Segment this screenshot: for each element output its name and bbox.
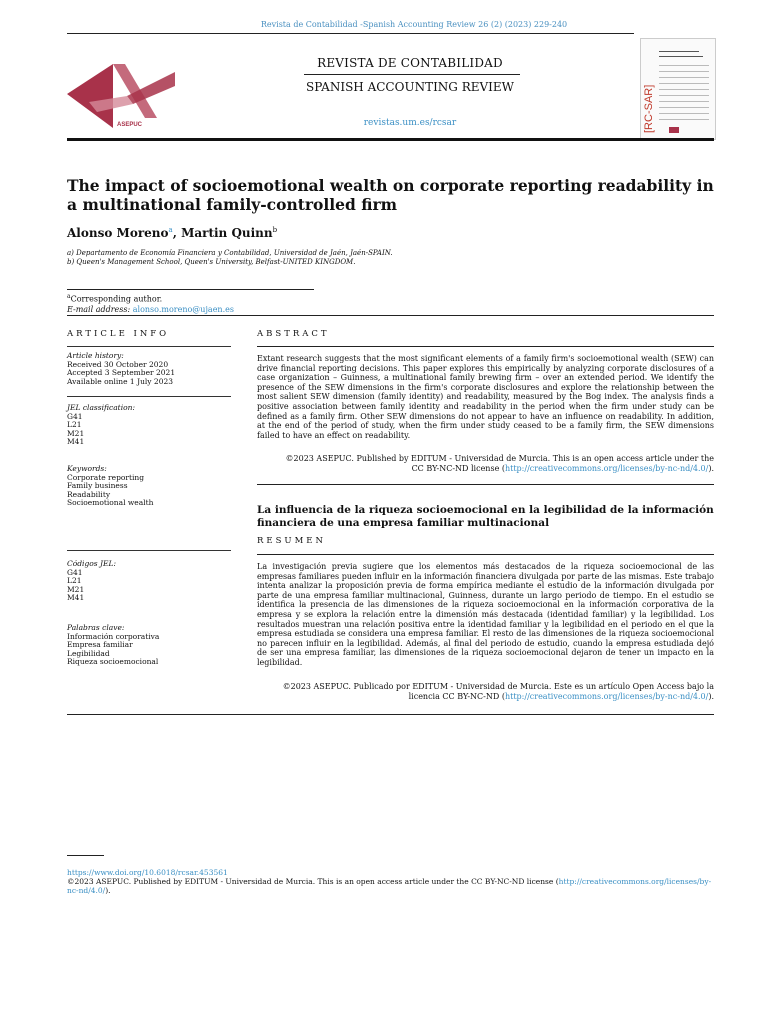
article-history: Article history: Received 30 October 2020 Accepted 3 September 2021 Available online 1 July 2023 bbox=[67, 351, 176, 386]
resumen-rule bbox=[257, 554, 714, 555]
resumen-copyright: ©2023 ASEPUC. Publicado por EDITUM - Universidad de Murcia. Este es un artículo Open Access bajo la licencia CC BY-NC-ND (http://creativecommons.org/licenses/by-nc-nd/4.0/). bbox=[282, 682, 714, 701]
svg-text:[RC-SAR]: [RC-SAR] bbox=[643, 84, 655, 133]
cover-side-label bbox=[643, 49, 655, 135]
keywords: Keywords: Corporate reporting Family business Readability Socioemotional wealth bbox=[67, 464, 154, 507]
palabras-clave: Palabras clave: Información corporativa Empresa familiar Legibilidad Riqueza socioemocional bbox=[67, 623, 160, 666]
footer: https://www.doi.org/10.6018/rcsar.453561 ©2023 ASEPUC. Published by EDITUM - Universidad de Murcia. This is an open access article under the CC BY-NC-ND license (http://creativecommons.org/licenses/by-nc-nd/4.0/). bbox=[67, 868, 712, 895]
header-top-rule bbox=[67, 33, 634, 34]
abstract-heading: ABSTRACT bbox=[257, 329, 330, 339]
resumen-heading: RESUMEN bbox=[257, 536, 326, 546]
footer-license-link[interactable]: http://creativecommons.org/licenses/by-nc-nd/4.0/ bbox=[67, 877, 712, 895]
section-rule bbox=[67, 315, 714, 316]
abstract-end-rule bbox=[257, 484, 714, 485]
author-affiliation-mark[interactable]: a bbox=[168, 226, 173, 234]
section-end-rule bbox=[67, 714, 714, 715]
asepuc-logo bbox=[67, 56, 175, 128]
journal-cover-thumbnail bbox=[640, 38, 716, 140]
affiliation-a: a) Departamento de Economía Financiera y Contabilidad, Universidad de Jaén, Jaén-SPAIN. bbox=[67, 249, 393, 257]
abstract-text: Extant research suggests that the most significant elements of a family firm's socioemotional wealth (SEW) can drive financial reporting decisions. This paper explores this empirically by analyzing corporate disclosures of a case organization – Guinness, a multinational family brewing firm – over an extended period. We identify the presence of the SEW dimensions in the firm's corporate disclosures and explore the relationship between the most salient SEW dimension (family identity) and readability, measured by the Bog index. The analysis finds a positive association between family identity and readability in the period when the firm under study can be defined as a family firm. Other SEW dimensions do not appear to have an influence on readability. In addition, at the end of the period of study, when the firm under study ceased to be a family firm, the SEW dimensions failed to have an effect on readability. bbox=[257, 354, 714, 440]
email-link[interactable]: alonso.moreno@ujaen.es bbox=[132, 304, 234, 314]
resumen-text: La investigación previa sugiere que los elementos más destacados de la riqueza socioemocional de las empresas familiares pueden influir en la información financiera divulgada por parte de las mismas. Este trabajo intenta analizar la proposición previa de forma empírica mediante el estudio de la información divulgada por parte de una empresa familiar multinacional, Guinness, durante un largo periodo de tiempo. En el estudio se identifica la presencia de las dimensiones de la riqueza socioemocional en la información corporativa de la empresa y se explora la relación entre la dimensión más destacada (identidad familiar) y la legibilidad. Los resultados muestran una relación positiva entre la identidad familiar y la legibilidad en el periodo en el que la empresa estudiada se considera una empresa familiar. El resto de las dimensiones de la riqueza socioemocional no parecen influir en la legibilidad. Además, al final del periodo de estudio, cuando la empresa estudiada dejó de ser una empresa familiar, las dimensiones de la riqueza socioemocional dejaron de tener un impacto en la legibilidad. bbox=[257, 562, 714, 667]
info-rule bbox=[67, 550, 231, 551]
authors: Alonso Moreno$^a$, Martin Quinn$^b$ bbox=[67, 226, 278, 240]
abstract-rule bbox=[257, 346, 714, 347]
journal-url-link[interactable]: revistas.um.es/rcsar bbox=[363, 118, 457, 128]
journal-reference: Revista de Contabilidad -Spanish Accounting Review 26 (2) (2023) 229-240 bbox=[260, 20, 568, 29]
article-info-heading: ARTICLE INFO bbox=[67, 329, 170, 339]
info-rule bbox=[67, 346, 231, 347]
article-title: The impact of socioemotional wealth on corporate reporting readability in a multinational family-controlled firm bbox=[67, 176, 714, 214]
journal-title: REVISTA DE CONTABILIDAD bbox=[317, 56, 503, 70]
affiliation-b: b) Queen's Management School, Queen's University, Belfast-UNITED KINGDOM. bbox=[67, 258, 356, 266]
header-bottom-rule bbox=[67, 138, 714, 141]
spanish-title: La influencia de la riqueza socioemocional en la legibilidad de la información financiera de una empresa familiar multinacional bbox=[257, 504, 714, 529]
jel-classification: JEL classification: G41 L21 M21 M41 bbox=[67, 403, 135, 446]
author-affiliation-mark: b bbox=[272, 226, 278, 234]
footnote-rule bbox=[67, 855, 104, 856]
codigos-jel: Códigos JEL: G41 L21 M21 M41 bbox=[67, 559, 116, 602]
author-name: Martin Quinn bbox=[181, 226, 273, 240]
corresponding-rule bbox=[67, 289, 314, 290]
author-name: Alonso Moreno bbox=[67, 226, 169, 240]
journal-title-rule bbox=[304, 74, 520, 75]
corresponding-author: $^a$Corresponding author. E-mail address: alonso.moreno@ujaen.es bbox=[67, 293, 234, 314]
licencia-link[interactable]: http://creativecommons.org/licenses/by-nc-nd/4.0/ bbox=[504, 692, 709, 701]
logo-text: ASEPUC bbox=[117, 122, 143, 128]
license-link[interactable]: http://creativecommons.org/licenses/by-nc-nd/4.0/ bbox=[504, 464, 709, 473]
doi-link[interactable]: https://www.doi.org/10.6018/rcsar.453561 bbox=[67, 868, 228, 877]
abstract-copyright: ©2023 ASEPUC. Published by EDITUM - Universidad de Murcia. This is an open access article under the CC BY-NC-ND license (http://creativecommons.org/licenses/by-nc-nd/4.0/). bbox=[285, 454, 714, 473]
journal-subtitle: SPANISH ACCOUNTING REVIEW bbox=[305, 80, 515, 94]
info-rule bbox=[67, 396, 231, 397]
